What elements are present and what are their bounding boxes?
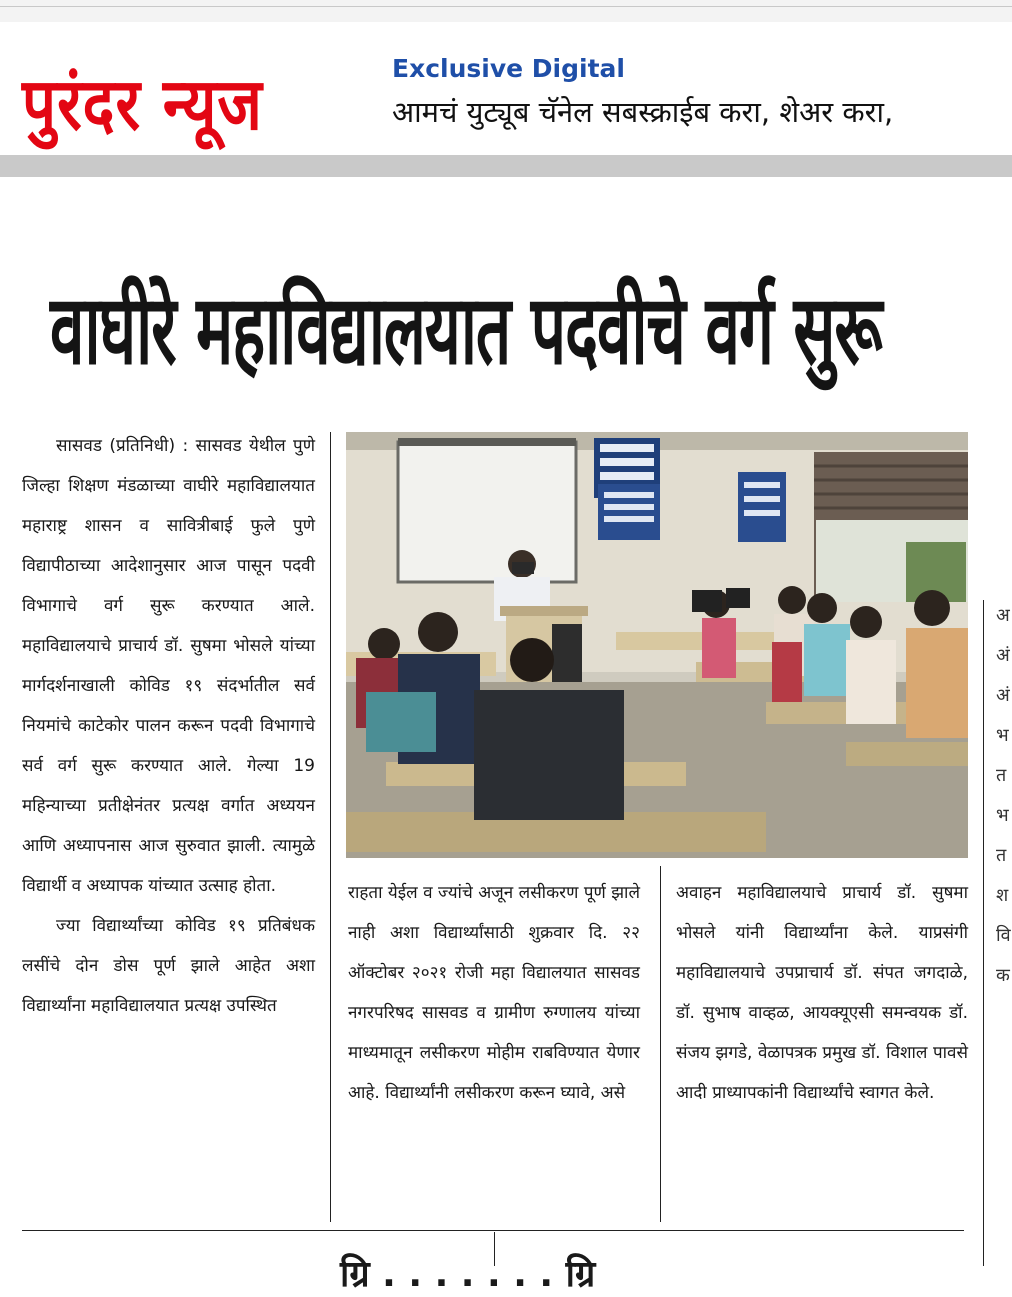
column-divider <box>660 866 661 1222</box>
article-column-2: राहता येईल व ज्यांचे अजून लसीकरण पूर्ण झाले नाही अशा विद्यार्थ्यांसाठी शुक्रवार दि. २२ ऑक्टोबर २०२१ रोजी महा विद्यालयात सासवड नगरपरिषद सासवड व ग्रामीण रुग्णालय यांच्या माध्यमातून लसीकरण मोहीम राबविण्यात येणार आहे. विद्यार्थ्यांनी लसीकरण करून घ्यावे, असे <box>348 883 640 1103</box>
youtube-promo-text: आमचं युट्यूब चॅनेल सबस्क्राईब करा, शेअर करा, <box>392 95 894 129</box>
edge-fragment: त <box>996 765 1007 786</box>
classroom-photo <box>346 432 968 858</box>
edge-fragment: त <box>996 845 1007 866</box>
column-divider <box>983 600 984 1266</box>
browser-top-strip <box>0 0 1012 23</box>
bottom-rule <box>22 1230 964 1231</box>
adjacent-article-fragment <box>996 596 1012 996</box>
article-headline: वाघीरे महाविद्यालयात पदवीचे वर्ग सुरू <box>50 272 882 386</box>
edge-fragment: अं <box>996 645 1010 666</box>
edge-fragment: क <box>996 965 1010 986</box>
next-headline-fragment: ग्रि . . . . . . . ग्रि <box>340 1254 596 1295</box>
edge-fragment: भ <box>996 725 1009 746</box>
edge-fragment: भ <box>996 805 1009 826</box>
brand-logo: पुरंदर न्यूज <box>22 62 263 147</box>
article-column-3: अवाहन महाविद्यालयाचे प्राचार्य डॉ. सुषमा भोसले यांनी विद्यार्थ्यांना केले. याप्रसंगी महाविद्यालयाचे उपप्राचार्य डॉ. संपत जगदाळे, डॉ. सुभाष वाव्हळ, आयक्यूएसी समन्वयक डॉ. संजय झगडे, वेळापत्रक प्रमुख डॉ. विशाल पावसे आदी प्राध्यापकांनी विद्यार्थ्यांचे स्वागत केले. <box>676 883 968 1103</box>
masthead <box>0 22 1012 152</box>
edge-fragment: अ <box>996 605 1010 626</box>
edge-fragment: श <box>996 885 1009 906</box>
edge-fragment: वि <box>996 925 1011 946</box>
masthead-tagline: Exclusive Digital <box>392 54 625 83</box>
masthead-divider-band <box>0 155 1012 177</box>
article-column-1 <box>22 426 315 1026</box>
article-paragraph-2: ज्या विद्यार्थ्यांच्या कोविड १९ प्रतिबंधक लसींचे दोन डोस पूर्ण झाले आहेत अशा विद्यार्थ्यांना महाविद्यालयात प्रत्यक्ष उपस्थित <box>22 916 315 1016</box>
article-paragraph-1: सासवड (प्रतिनिधी) : सासवड येथील पुणे जिल्हा शिक्षण मंडळाच्या वाघीरे महाविद्यालयात महाराष्ट्र शासन व सावित्रीबाई फुले पुणे विद्यापीठाच्या आदेशानुसार आज पासून पदवी विभागाचे वर्ग सुरू करण्यात आले. महाविद्यालयाचे प्राचार्य डॉ. सुषमा भोसले यांच्या मार्गदर्शनाखाली कोविड १९ संदर्भातील सर्व नियमांचे काटेकोर पालन करून पदवी विभागाचे सर्व वर्ग सुरू करण्यात आले. गेल्या 19 महिन्याच्या प्रतीक्षेनंतर प्रत्यक्ष वर्गात अध्ययन आणि अध्यापनास आज सुरुवात झाली. त्यामुळे विद्यार्थी व अध्यापक यांच्यात उत्साह होता. <box>22 436 315 896</box>
column-divider <box>330 432 331 1222</box>
edge-fragment: अं <box>996 685 1010 706</box>
